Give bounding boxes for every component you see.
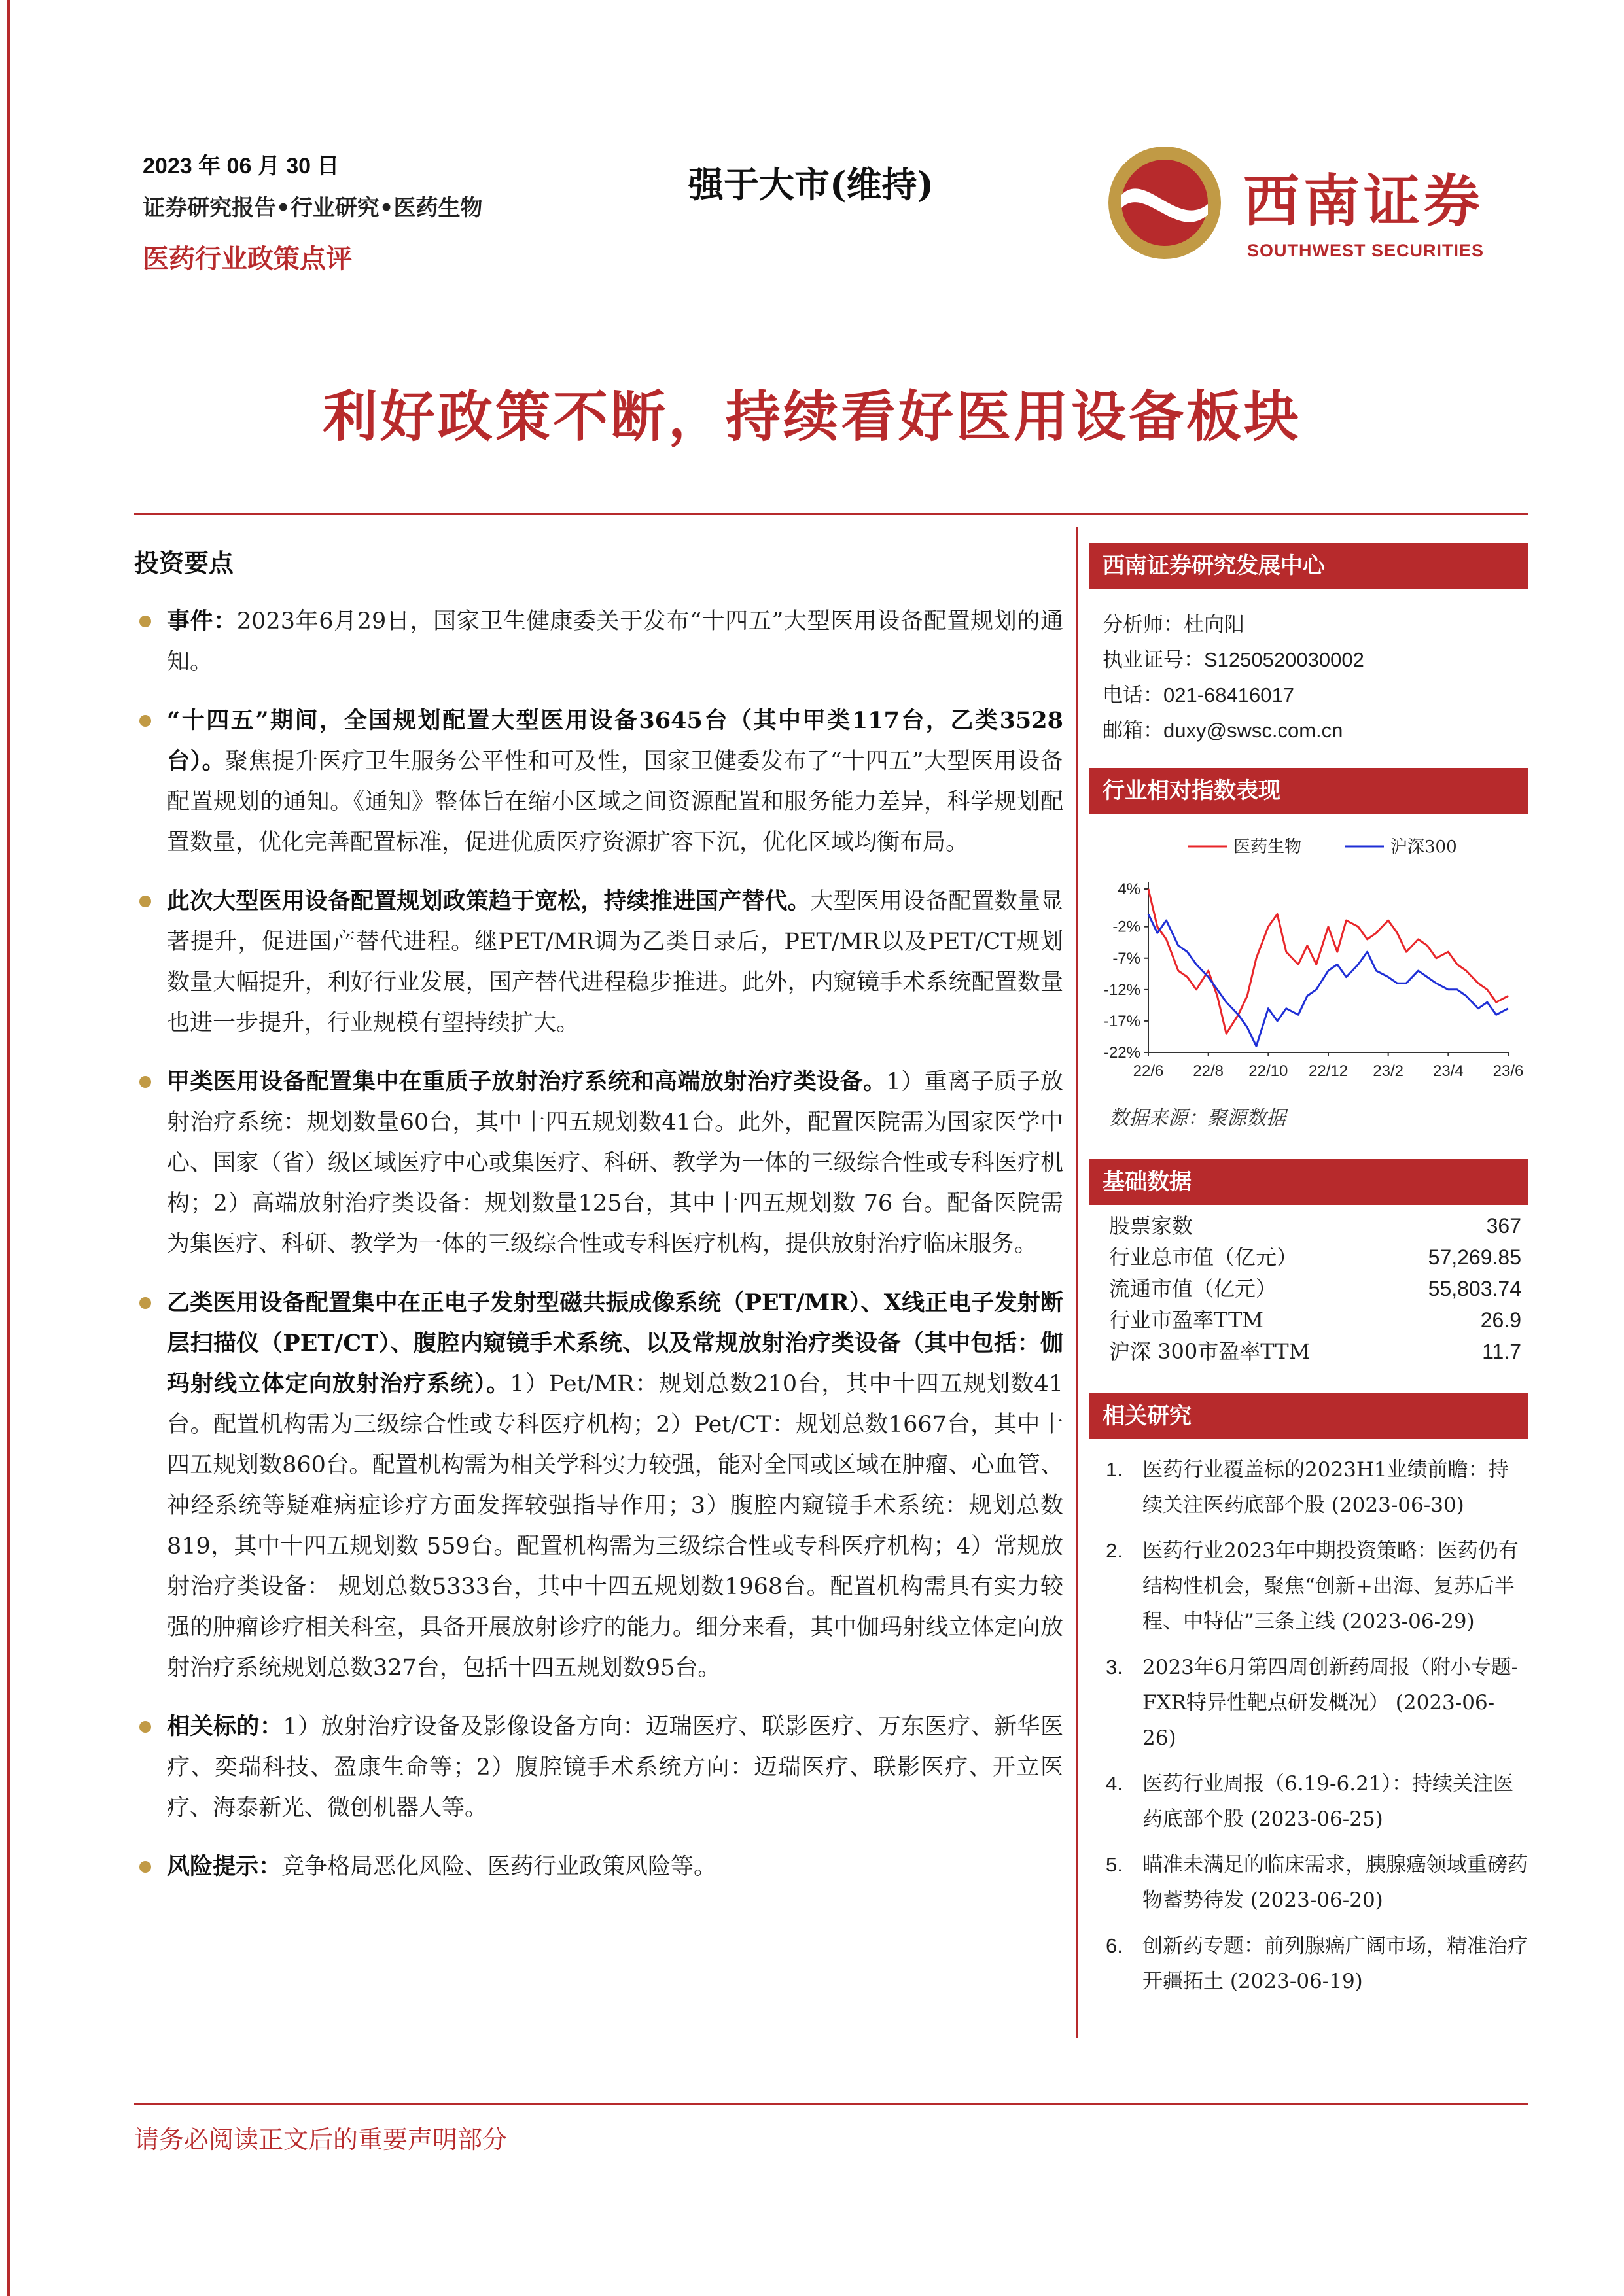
phone-row: 电话：021-68416017 <box>1103 684 1294 707</box>
title-divider <box>134 513 1528 515</box>
footer-note: 请务必阅读正文后的重要声明部分 <box>134 2125 508 2154</box>
analyst-info <box>1089 589 1528 748</box>
point-text: 聚焦提升医疗卫生服务公平性和可及性，国家卫健委发布了“十四五”大型医用设备配置规划的通知。《通知》整体旨在缩小区域之间资源配置和服务能力差异，科学规划配置数量，优化完善配置标准，促进优质医疗资源扩容下沉，优化区域均衡布局。 <box>167 748 1063 856</box>
x-tick-label: 22/6 <box>1133 1062 1164 1080</box>
y-tick-label: -7% <box>1112 949 1140 967</box>
bullet-icon <box>139 1861 151 1873</box>
basic-data-row: 沪深 300市盈率TTM 11.7 <box>1109 1339 1521 1364</box>
point-text: 1）放射治疗设备及影像设备方向：迈瑞医疗、联影医疗、万东医疗、新华医疗、奕瑞科技、盈康生命等；2）腹腔镜手术系统方向：迈瑞医疗、联影医疗、开立医疗、海泰新光、微创机器人等。 <box>167 1714 1063 1821</box>
index-chart-section <box>1089 768 1528 1130</box>
point-lead: 甲类医用设备配置集中在重质子放射治疗系统和高端放射治疗类设备。 <box>167 1068 887 1095</box>
email-link[interactable]: duxy@swsc.com.cn <box>1163 719 1343 742</box>
x-tick-label: 22/12 <box>1308 1062 1349 1080</box>
invest-point <box>134 1707 1063 1828</box>
y-tick-label: -17% <box>1103 1012 1140 1030</box>
license-row: 执业证号：S1250520030002 <box>1103 648 1364 672</box>
report-link[interactable]: 5. 瞄准未满足的临床需求，胰腺癌领域重磅药物蓄势待发 (2023-06-20) <box>1106 1853 1528 1912</box>
point-lead: 此次大型医用设备配置规划政策趋于宽松，持续推进国产替代。 <box>167 888 811 914</box>
rating-label: 强于大市(维持) <box>688 164 934 205</box>
logo-mark-icon <box>1106 144 1224 262</box>
basic-data-bar: 基础数据 <box>1089 1159 1528 1205</box>
chart-source: 数据来源：聚源数据 <box>1109 1107 1286 1130</box>
related-research-list <box>1089 1439 1528 1999</box>
report-link[interactable]: 2. 医药行业2023年中期投资策略：医药仍有结构性机会，聚焦“创新+出海、复苏后半程、中特估”三条主线 (2023-06-29) <box>1106 1539 1519 1633</box>
point-lead: “十四五”期间，全国规划配置大型医用设备3645台（其中甲类117台，乙类3528台）。 <box>167 707 1063 774</box>
y-tick-label: -12% <box>1103 981 1140 999</box>
point-text: 2023年6月29日，国家卫生健康委关于发布“十四五”大型医用设备配置规划的通知。 <box>167 608 1063 675</box>
bullet-icon <box>139 715 151 727</box>
main-column <box>134 543 1063 1905</box>
point-lead: 乙类医用设备配置集中在正电子发射型磁共振成像系统（PET/MR）、X线正电子发射断层扫描仪（PET/CT）、腹腔内窥镜手术系统、以及常规放射治疗类设备（其中包括：伽玛射线立体定向放射治疗系统）。 <box>167 1289 1063 1397</box>
y-tick-label: -22% <box>1103 1044 1140 1062</box>
chart-heading-bar: 行业相对指数表现 <box>1089 768 1528 814</box>
index-chart <box>1089 814 1528 1088</box>
point-text: 竞争格局恶化风险、医药行业政策风险等。 <box>281 1854 717 1880</box>
basic-data-row: 行业市盈率TTM 26.9 <box>1109 1308 1521 1332</box>
invest-heading: 投资要点 <box>134 548 234 578</box>
column-divider <box>1076 527 1078 2038</box>
point-text: 1）Pet/MR：规划总数210台，其中十四五规划数41台。配置机构需为三级综合性或专科医疗机构；2）Pet/CT：规划总数1667台，其中十四五规划数860台。配置机构需为相关学科实力较强，能对全国或区域在肿瘤、心血管、神经系统等疑难病症诊疗方面发挥较强指导作用；3）腹腔内窥镜手术系统：规划总数819，其中十四五规划数 559台。配置机构需为三级综合性或专科医疗机构；4）常规放射治疗类设备： 规划总数5333台，其中十四五规划数1968台。配置机构需具有实力较强的肿瘤诊疗相关科室，具备开展放射诊疗的能力。细分来看，其中伽玛射线立体定向放射治疗系统规划总数327台，包括十四五规划数95台。 <box>167 1371 1063 1681</box>
point-lead: 风险提示： <box>167 1853 282 1880</box>
invest-point <box>134 701 1063 863</box>
basic-data-row: 流通市值（亿元） 55,803.74 <box>1109 1276 1521 1301</box>
invest-point <box>134 1847 1063 1887</box>
basic-data-row: 股票家数 367 <box>1109 1213 1521 1238</box>
footer-divider <box>134 2103 1528 2105</box>
bullet-icon <box>139 896 151 907</box>
logo-name: 西南证券 <box>1243 168 1484 234</box>
report-link[interactable]: 4. 医药行业周报（6.19-6.21）：持续关注医药底部个股 (2023-06-25) <box>1106 1772 1514 1831</box>
left-edge-stripe <box>7 0 10 2296</box>
related-research-bar: 相关研究 <box>1089 1393 1528 1439</box>
legend-label: 医药生物 <box>1233 837 1302 857</box>
invest-point <box>134 1062 1063 1264</box>
x-tick-label: 22/10 <box>1248 1062 1288 1080</box>
y-tick-label: -2% <box>1112 918 1140 936</box>
x-tick-label: 23/4 <box>1432 1062 1464 1080</box>
invest-point <box>134 601 1063 682</box>
bullet-icon <box>139 1076 151 1088</box>
company-logo <box>1106 144 1551 268</box>
point-text: 1）重离子质子放射治疗系统：规划数量60台，其中十四五规划数41台。此外，配置医院需为国家医学中心、国家（省）级区域医疗中心或集医疗、科研、教学为一体的三级综合性或专科医疗机构；2）高端放射治疗类设备：规划数量125台，其中十四五规划数 76 台。配备医院需为集医疗、科研、教学为一体的三级综合性或专科医疗机构，提供放射治疗临床服务。 <box>167 1069 1063 1257</box>
email-row: 邮箱：duxy@swsc.com.cn <box>1103 719 1343 742</box>
series-line-pharma <box>1148 889 1508 1034</box>
legend-label: 沪深300 <box>1390 837 1457 857</box>
report-link[interactable]: 6. 创新药专题：前列腺癌广阔市场，精准治疗开疆拓土 (2023-06-19) <box>1106 1934 1528 1993</box>
x-tick-label: 23/2 <box>1373 1062 1404 1080</box>
report-link[interactable]: 1. 医药行业覆盖标的2023H1业绩前瞻：持续关注医药底部个股 (2023-06-30) <box>1106 1458 1509 1517</box>
point-text: 大型医用设备配置数量显著提升，促进国产替代进程。继PET/MR调为乙类目录后，PET/MR以及PET/CT规划数量大幅提升，利好行业发展，国产替代进程稳步推进。此外，内窥镜手术系统配置数量也进一步提升，行业规模有望持续扩大。 <box>167 888 1063 1036</box>
basic-data-table <box>1089 1205 1528 1367</box>
bullet-icon <box>139 1297 151 1309</box>
invest-point <box>134 881 1063 1043</box>
analyst-row: 分析师：杜向阳 <box>1103 613 1244 636</box>
report-title: 利好政策不断，持续看好医用设备板块 <box>322 384 1301 449</box>
report-category: 证券研究报告•行业研究•医药生物 <box>143 195 483 221</box>
logo-english: SOUTHWEST SECURITIES <box>1247 241 1485 260</box>
report-link[interactable]: 3. 2023年6月第四周创新药周报（附小专题-FXR特异性靶点研发概况） (2023-06-26) <box>1106 1656 1519 1750</box>
basic-data-row: 行业总市值（亿元） 57,269.85 <box>1109 1245 1521 1270</box>
bullet-icon <box>139 1721 151 1733</box>
point-lead: 相关标的： <box>167 1713 283 1740</box>
report-subtype: 医药行业政策点评 <box>143 243 352 274</box>
x-tick-label: 22/8 <box>1193 1062 1224 1080</box>
y-tick-label: 4% <box>1118 880 1140 898</box>
bullet-icon <box>139 616 151 627</box>
x-tick-label: 23/6 <box>1492 1062 1524 1080</box>
report-date: 2023 年 06 月 30 日 <box>143 154 340 179</box>
invest-point <box>134 1283 1063 1688</box>
point-lead: 事件： <box>167 608 237 635</box>
research-center-bar: 西南证券研究发展中心 <box>1089 543 1528 589</box>
sidebar <box>1089 543 1528 2009</box>
